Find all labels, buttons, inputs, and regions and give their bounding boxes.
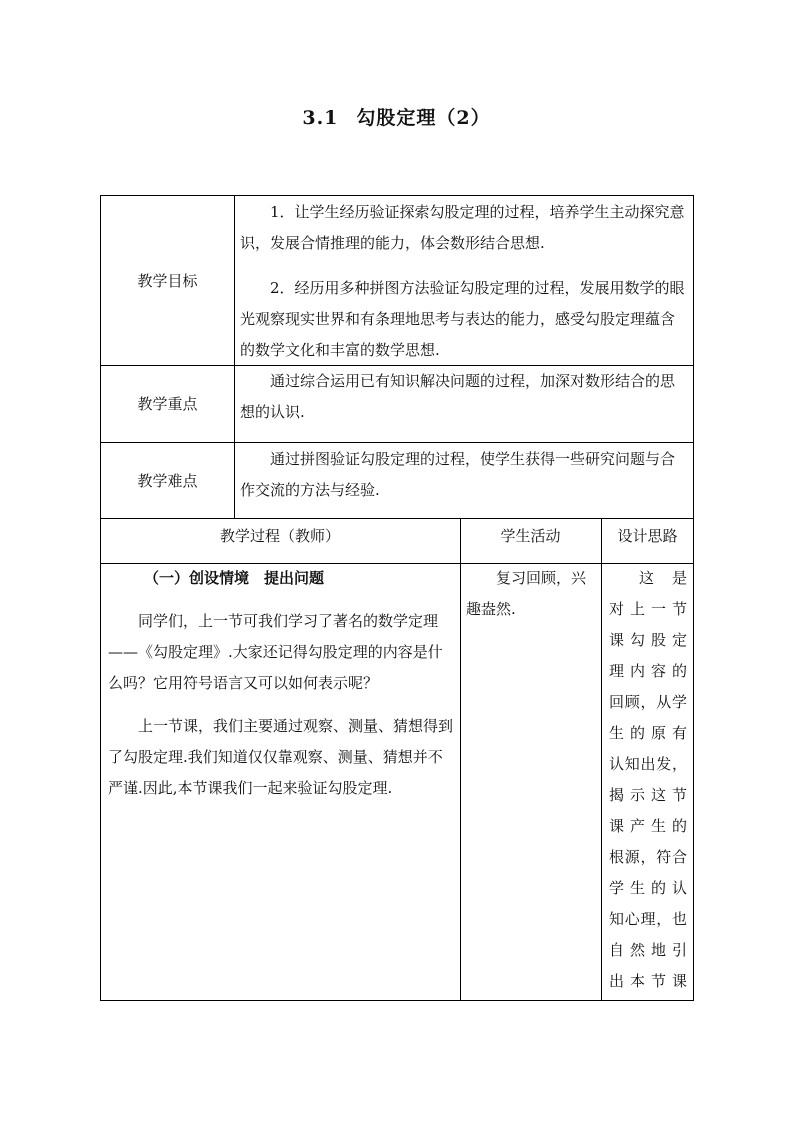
info-table-divider <box>234 195 235 519</box>
design-line: 学生的认 <box>609 879 687 897</box>
objective-item: 1．让学生经历验证探索勾股定理的过程，培养学生主动探究意识，发展合情推理的能力，体会数形结合思想. <box>240 203 685 252</box>
header-teacher-process: 教学过程（教师） <box>219 526 340 545</box>
objectives-content <box>240 197 688 366</box>
objectives-label: 教学目标 <box>137 271 198 290</box>
col-divider <box>460 519 461 1001</box>
key-points-text: 通过综合运用已有知识解决问题的过程，加深对数形结合的思想的认识. <box>240 372 676 421</box>
design-line: 理内容的 <box>609 662 687 680</box>
design-line: 课勾股定 <box>609 631 687 649</box>
design-line: 这是 <box>639 569 687 587</box>
design-line: 知心理，也 <box>609 910 687 928</box>
difficulties-label: 教学难点 <box>137 472 198 490</box>
design-line: 认知出发， <box>609 755 687 773</box>
design-line: 出本节课 <box>609 972 687 990</box>
design-line: 回顾，从学 <box>609 693 687 711</box>
col-divider <box>601 519 602 1001</box>
student-activity-content <box>466 563 596 625</box>
design-idea-content <box>609 563 687 997</box>
difficulties-content <box>240 444 688 506</box>
design-line: 对上一节 <box>609 600 687 618</box>
design-line: 根源，符合 <box>609 848 687 866</box>
process-paragraph: 同学们，上一节可我们学习了著名的数学定理——《勾股定理》.大家还记得勾股定理的内容是什么吗？它用符号语言又可以如何表示呢？ <box>108 612 443 692</box>
difficulties-text: 通过拼图验证勾股定理的过程，使学生获得一些研究问题与合作交流的方法与经验. <box>240 450 676 499</box>
design-line: 生的原有 <box>609 724 687 742</box>
section-number: 3.1 <box>302 107 339 129</box>
teacher-process-content <box>108 563 454 804</box>
page-title <box>0 103 793 130</box>
design-line: 自然地引 <box>609 941 687 959</box>
student-activity-text: 复习回顾，兴趣盎然. <box>466 569 587 618</box>
key-points-label: 教学重点 <box>137 395 198 413</box>
process-paragraph: 上一节课，我们主要通过观察、测量、猜想得到了勾股定理.我们知道仅仅靠观察、测量、猜想并不严谨.因此,本节课我们一起来验证勾股定理. <box>108 717 454 797</box>
design-line: 揭示这节 <box>609 786 687 804</box>
section-title: 勾股定理（2） <box>356 107 491 129</box>
header-student-activity: 学生活动 <box>500 526 561 545</box>
objective-item: 2．经历用多种拼图方法验证勾股定理的过程，发展用数学的眼光观察现实世界和有条理地思考与表达的能力，感受勾股定理蕴含的数学文化和丰富的数学思想. <box>240 279 685 359</box>
header-design-idea: 设计思路 <box>617 526 678 545</box>
section-heading: （一）创设情境 提出问题 <box>144 569 325 587</box>
key-points-content <box>240 366 688 428</box>
design-line: 课产生的 <box>609 817 687 835</box>
